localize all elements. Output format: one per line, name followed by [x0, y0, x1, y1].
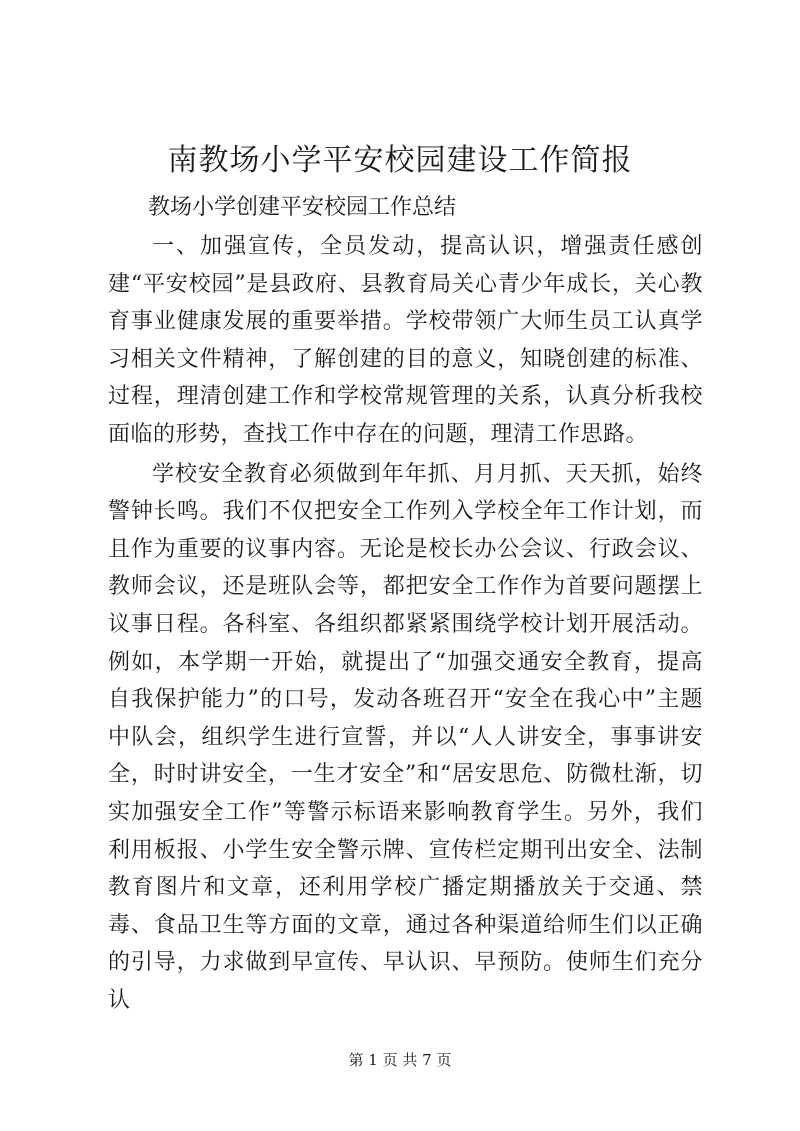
body-paragraph: 一、加强宣传，全员发动，提高认识，增强责任感创建“平安校园”是县政府、县教育局关心青少年成长，关心教育事业健康发展的重要举措。学校带领广大师生员工认真学习相关文件精神，了解创建的目的意义，知晓创建的标准、过程，理清创建工作和学校常规管理的关系，认真分析我校面临的形势，查找工作中存在的问题，理清工作思路。	[108, 234, 703, 447]
document-title: 南教场小学平安校园建设工作简报	[167, 143, 633, 178]
page-footer: 第 1 页 共 7 页	[348, 1051, 452, 1069]
body-paragraph: 学校安全教育必须做到年年抓、月月抓、天天抓，始终警钟长鸣。我们不仅把安全工作列入学校全年工作计划，而且作为重要的议事内容。无论是校长办公会议、行政会议、教师会议，还是班队会等，都把安全工作作为首要问题摆上议事日程。各科室、各组织都紧紧围绕学校计划开展活动。例如，本学期一开始，就提出了“加强交通安全教育，提高自我保护能力”的口号，发动各班召开“安全在我心中”主题中队会，组织学生进行宣誓，并以“人人讲安全，事事讲安全，时时讲安全，一生才安全”和“居安思危、防微杜渐，切实加强安全工作”等警示标语来影响教育学生。另外，我们利用板报、小学生安全警示牌、宣传栏定期刊出安全、法制教育图片和文章，还利用学校广播定期播放关于交通、禁毒、食品卫生等方面的文章，通过各种渠道给师生们以正确的引导，力求做到早宣传、早认识、早预防。使师生们充分认	[108, 461, 703, 1013]
document-body	[108, 228, 703, 1021]
document-subtitle: 教场小学创建平安校园工作总结	[148, 195, 457, 220]
